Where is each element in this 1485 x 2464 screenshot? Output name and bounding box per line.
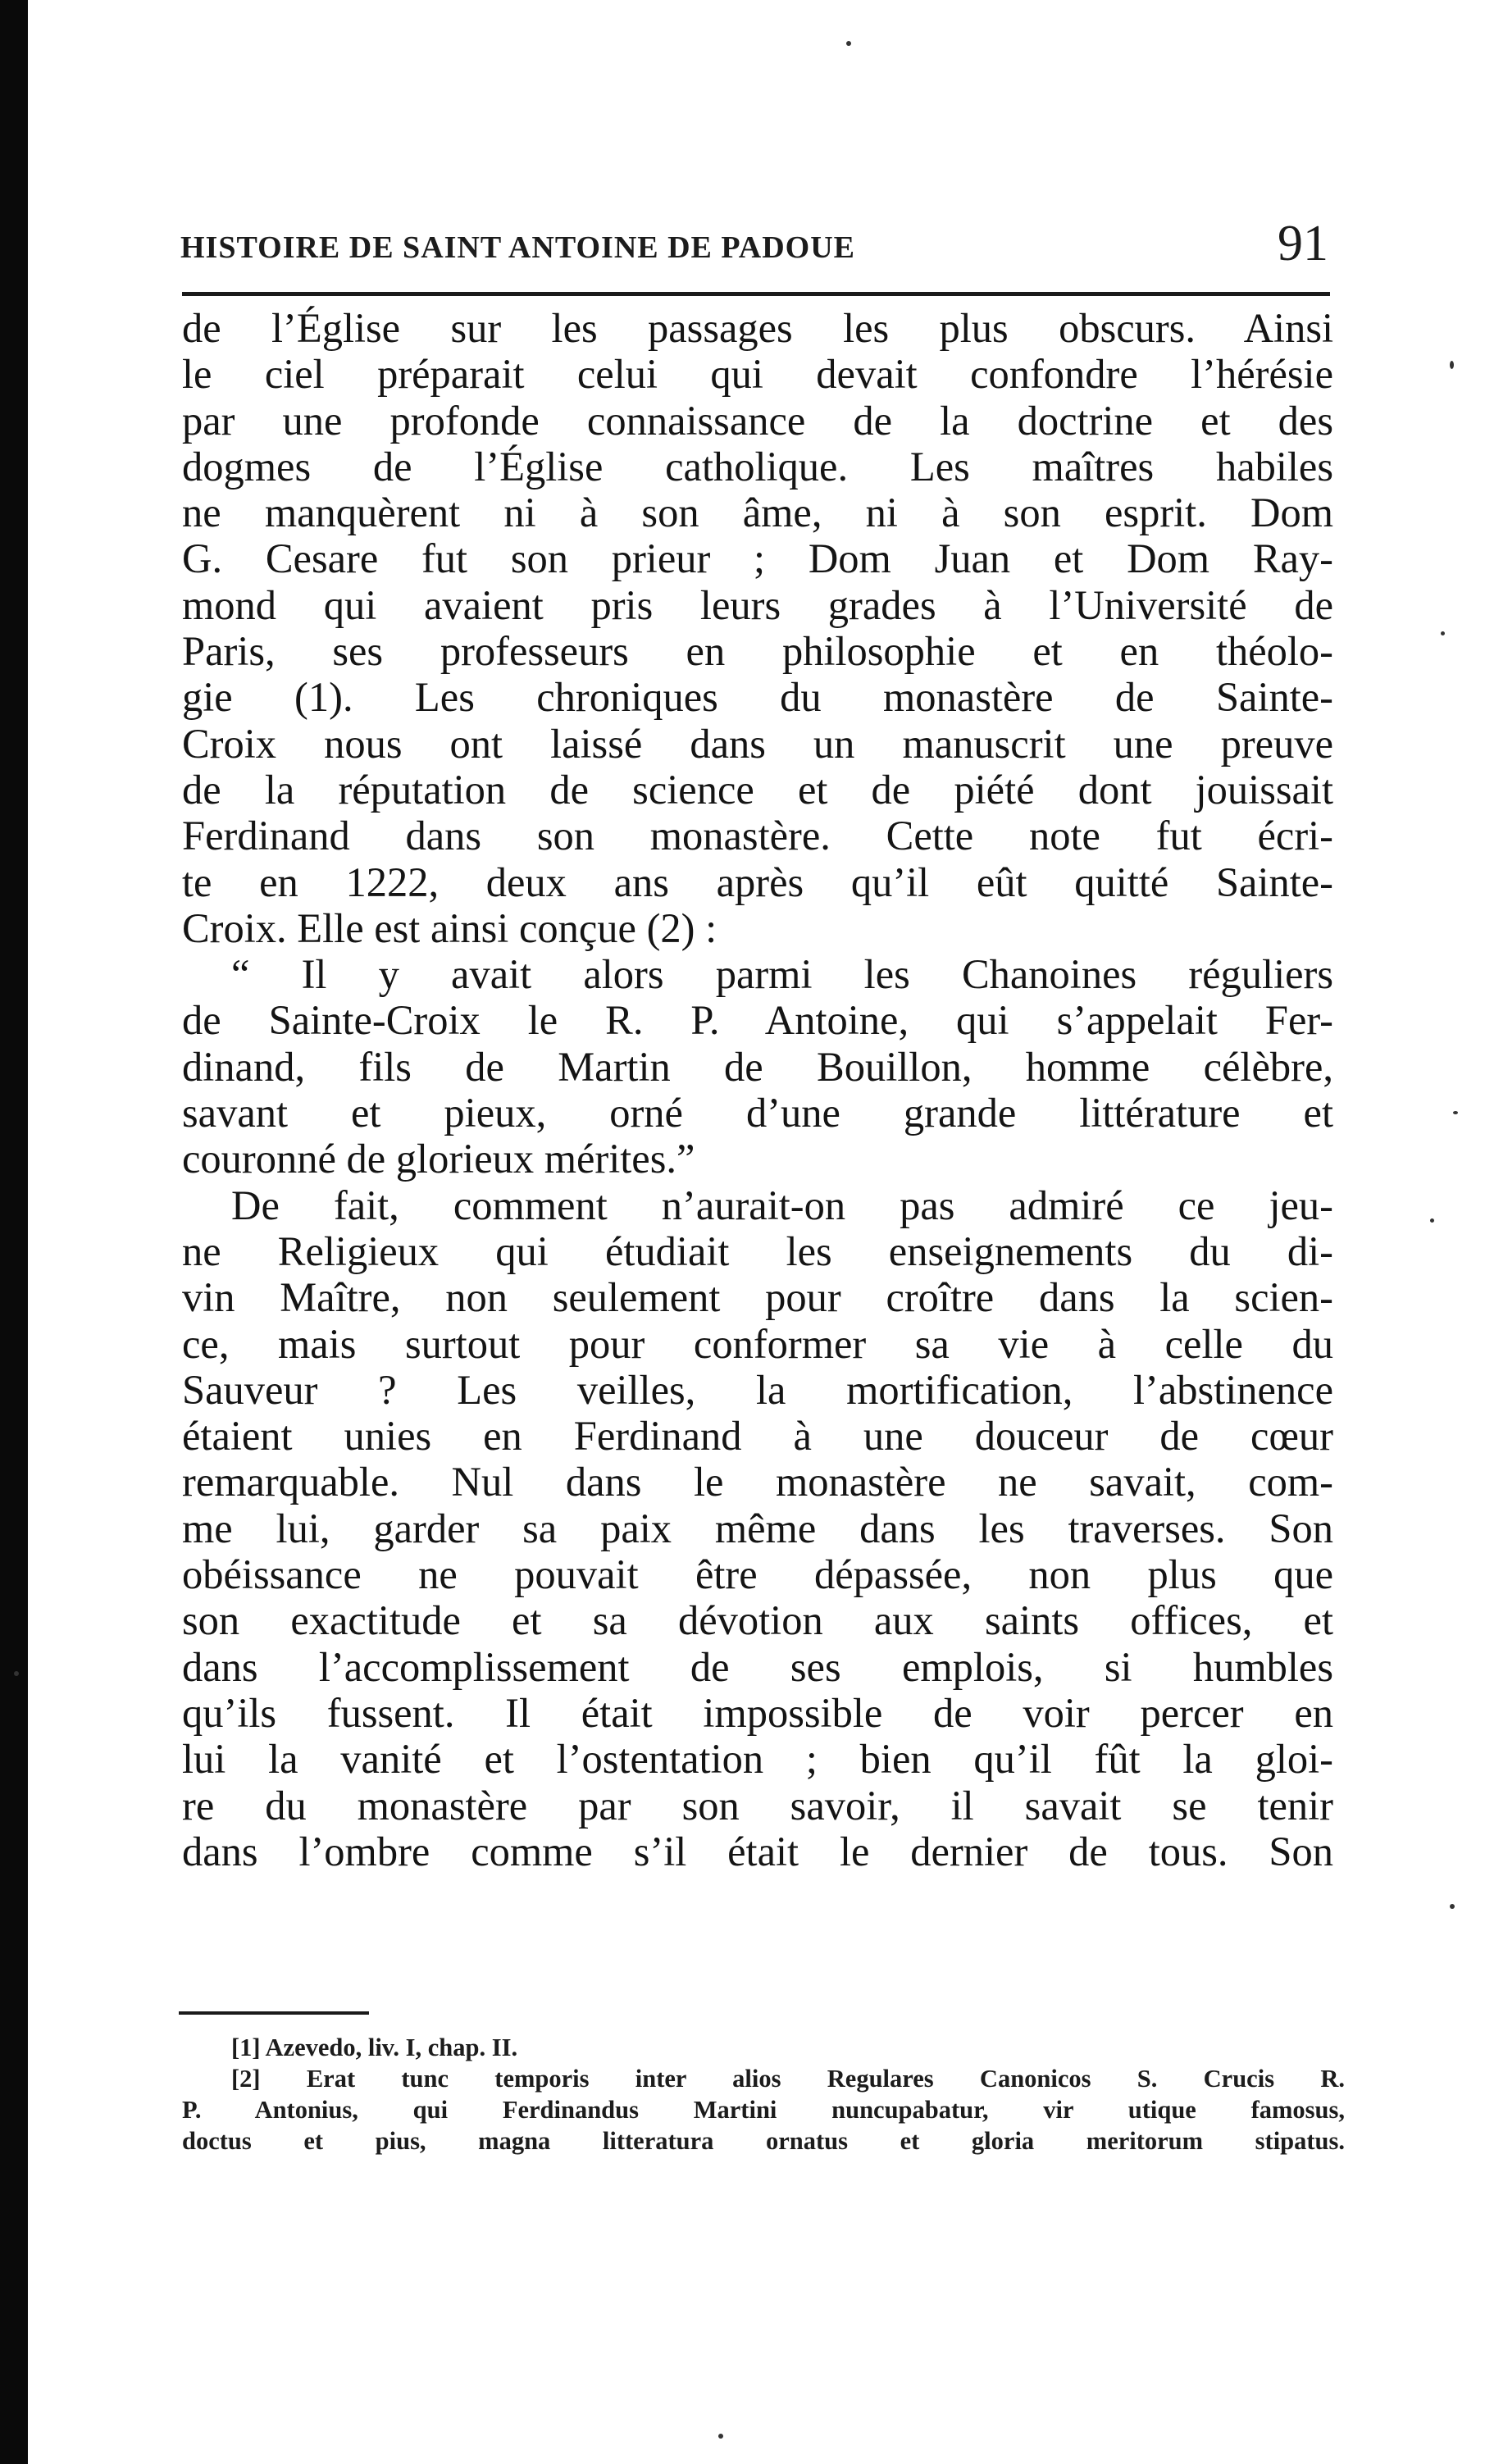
body-line: me lui, garder sa paix même dans les traverses. Son <box>182 1505 1333 1551</box>
body-line: mond qui avaient pris leurs grades à l’Université de <box>182 581 1333 628</box>
body-line: Paris, ses professeurs en philosophie et en théolo- <box>182 628 1333 675</box>
body-line: Ferdinand dans son monastère. Cette note fut écri- <box>182 813 1333 859</box>
running-title: HISTOIRE DE SAINT ANTOINE DE PADOUE <box>180 230 856 265</box>
footnote-2: [2] Erat tunc temporis inter alios Regulares Canonicos S. Crucis R. <box>231 2065 1345 2093</box>
body-line: dans l’ombre comme s’il était le dernier de tous. Son <box>182 1828 1333 1874</box>
body-line: De fait, comment n’aurait-on pas admiré ce jeu- <box>231 1182 1333 1228</box>
paper-speck <box>846 41 851 46</box>
body-line: remarquable. Nul dans le monastère ne savait, com- <box>182 1459 1333 1505</box>
body-line: de la réputation de science et de piété dont jouissait <box>182 766 1333 813</box>
quote-line: dinand, fils de Martin de Bouillon, homme célèbre, <box>182 1043 1333 1090</box>
body-line: G. Cesare fut son prieur ; Dom Juan et Dom Ray- <box>182 535 1333 582</box>
body-line: qu’ils fussent. Il était impossible de voir percer en <box>182 1689 1333 1736</box>
paper-speck <box>1450 1904 1455 1909</box>
body-line: lui la vanité et l’ostentation ; bien qu’il fût la gloi- <box>182 1736 1333 1783</box>
paper-speck <box>1450 361 1454 369</box>
body-line: dans l’accomplissement de ses emplois, si humbles <box>182 1643 1333 1690</box>
paper-speck <box>1441 631 1445 635</box>
footnote-1: [1] Azevedo, liv. I, chap. II. <box>231 2034 518 2061</box>
body-line: par une profonde connaissance de la doctrine et des <box>182 397 1333 444</box>
paper-speck <box>718 2434 723 2439</box>
quote-line: savant et pieux, orné d’une grande littérature et <box>182 1090 1333 1136</box>
body-line: de l’Église sur les passages les plus obscurs. Ainsi <box>182 305 1333 351</box>
quote-line: “ Il y avait alors parmi les Chanoines réguliers <box>231 951 1333 998</box>
body-line: ce, mais surtout pour conformer sa vie à celle du <box>182 1320 1333 1367</box>
header-rule <box>182 292 1330 296</box>
body-line: vin Maître, non seulement pour croître dans la scien- <box>182 1274 1333 1321</box>
paper-speck <box>14 1671 19 1676</box>
body-line: Croix nous ont laissé dans un manuscrit une preuve <box>182 720 1333 767</box>
quote-line: de Sainte-Croix le R. P. Antoine, qui s’appelait Fer- <box>182 997 1333 1044</box>
body-line: obéissance ne pouvait être dépassée, non plus que <box>182 1551 1333 1598</box>
body-line: ne manquèrent ni à son âme, ni à son esprit. Dom <box>182 490 1333 536</box>
footnote-rule <box>179 2011 369 2015</box>
body-line: Croix. Elle est ainsi conçue (2) : <box>182 904 717 951</box>
body-line: re du monastère par son savoir, il savait se tenir <box>182 1782 1333 1829</box>
footnotes <box>182 2032 1345 2157</box>
footnote-2-continued: P. Antonius, qui Ferdinandus Martini nuncupabatur, vir utique famosus, <box>182 2096 1345 2124</box>
body-text <box>182 305 1333 1874</box>
footnote-2-continued: doctus et pius, magna litteratura ornatus et gloria meritorum stipatus. <box>182 2127 1345 2155</box>
body-line: ne Religieux qui étudiait les enseignements du di- <box>182 1227 1333 1274</box>
page-number: 91 <box>1278 216 1328 271</box>
paper-speck <box>1453 1111 1458 1114</box>
paper-speck <box>1430 1218 1434 1223</box>
body-line: Sauveur ? Les veilles, la mortification, l’abstinence <box>182 1366 1333 1413</box>
body-line: gie (1). Les chroniques du monastère de Sainte- <box>182 674 1333 721</box>
quote-line: couronné de glorieux mérites.” <box>182 1136 695 1182</box>
body-line: dogmes de l’Église catholique. Les maîtres habiles <box>182 443 1333 490</box>
body-line: étaient unies en Ferdinand à une douceur de cœur <box>182 1413 1333 1460</box>
body-line: te en 1222, deux ans après qu’il eût quitté Sainte- <box>182 859 1333 905</box>
book-spine-shadow <box>0 0 28 2464</box>
body-line: le ciel préparait celui qui devait confondre l’hérésie <box>182 351 1333 398</box>
body-line: son exactitude et sa dévotion aux saints offices, et <box>182 1597 1333 1644</box>
